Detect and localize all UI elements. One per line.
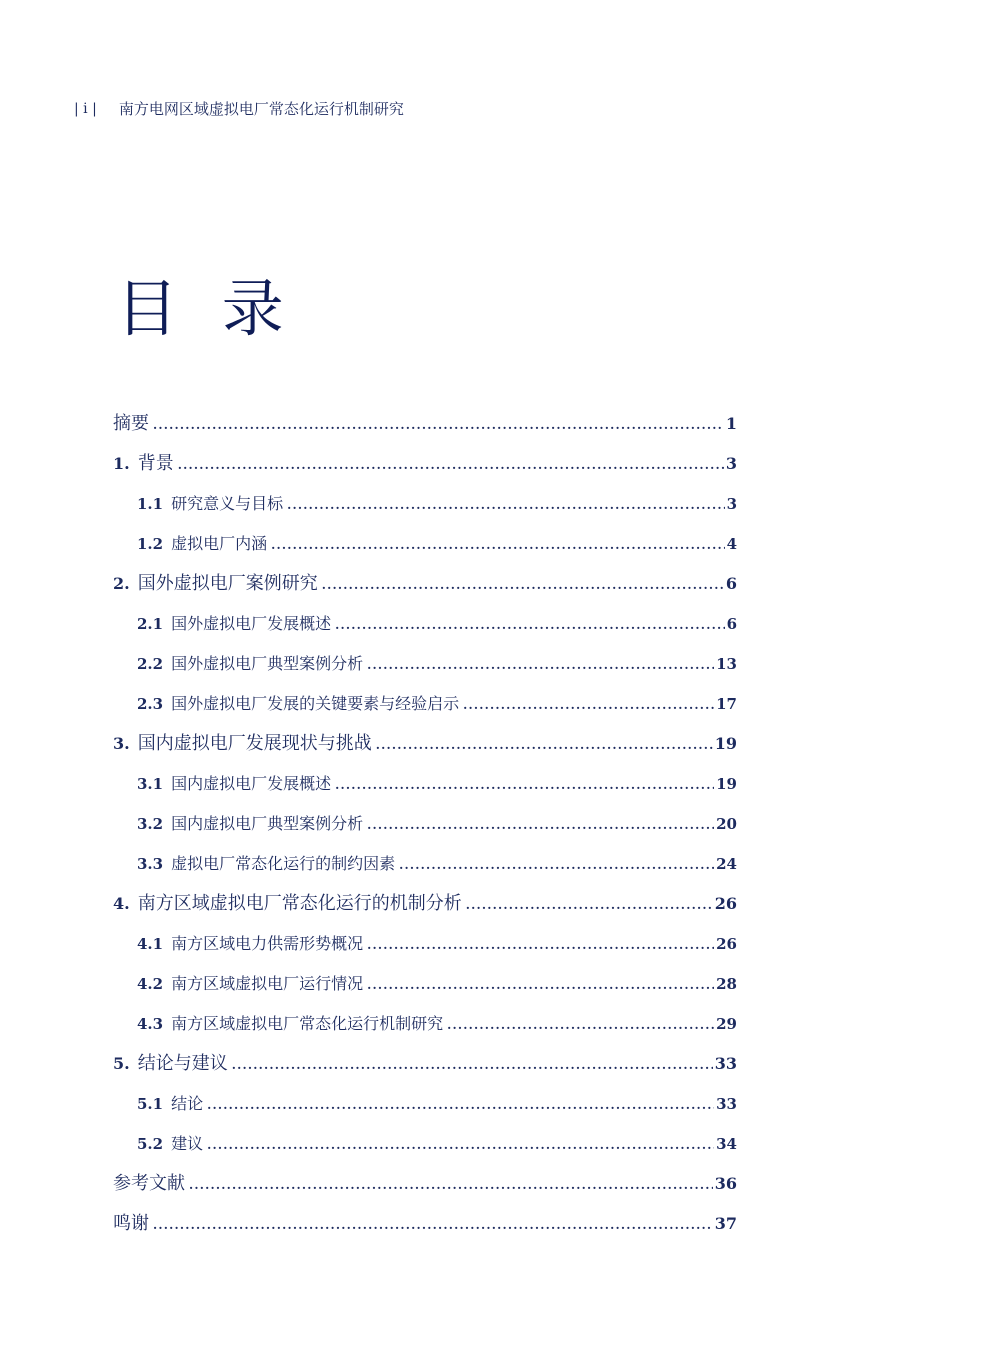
toc-entry-page: 37 bbox=[714, 1214, 737, 1233]
dot-leader bbox=[367, 645, 714, 685]
dot-leader bbox=[207, 1085, 714, 1125]
toc-entry[interactable] bbox=[113, 1164, 737, 1204]
toc-entry-label: 参考文献 bbox=[113, 1173, 185, 1194]
toc-entry-page: 28 bbox=[716, 975, 737, 993]
document-title: 南方电网区域虚拟电厂常态化运行机制研究 bbox=[118, 100, 404, 118]
toc-entry-label: 鸣谢 bbox=[113, 1213, 149, 1234]
toc-entry-label: 国内虚拟电厂发展概述 bbox=[171, 774, 332, 793]
toc-subentry[interactable] bbox=[113, 924, 737, 964]
running-header bbox=[74, 98, 404, 119]
toc-entry-page: 33 bbox=[714, 1054, 737, 1073]
toc-entry-number: 3.1 bbox=[137, 775, 164, 793]
toc-entry-label: 国内虚拟电厂发展现状与挑战 bbox=[137, 733, 372, 754]
toc-entry-page: 3 bbox=[725, 454, 737, 473]
dot-leader bbox=[399, 845, 714, 885]
toc-entry-number: 5.1 bbox=[137, 1095, 164, 1113]
toc-entry-page: 13 bbox=[716, 655, 737, 673]
toc-entry-number: 3.3 bbox=[137, 855, 164, 873]
toc-subentry[interactable] bbox=[113, 684, 737, 724]
toc-entry-page: 6 bbox=[725, 574, 737, 593]
dot-leader bbox=[287, 485, 724, 525]
dot-leader bbox=[335, 765, 714, 805]
toc-entry-number: 1.2 bbox=[137, 535, 164, 553]
toc-subentry[interactable] bbox=[113, 1124, 737, 1164]
toc-entry-label: 背景 bbox=[137, 453, 174, 474]
toc-entry-number: 4.3 bbox=[137, 1015, 164, 1033]
toc-entry-label: 研究意义与目标 bbox=[171, 494, 284, 513]
toc-entry-page: 26 bbox=[714, 894, 737, 913]
toc-entry-page: 19 bbox=[716, 775, 737, 793]
toc-entry-number: 3. bbox=[113, 734, 130, 753]
toc-entry-number: 4.1 bbox=[137, 935, 164, 953]
toc-entry-page: 29 bbox=[716, 1015, 737, 1033]
toc-entry-page: 6 bbox=[726, 615, 737, 633]
toc-entry[interactable] bbox=[113, 404, 737, 444]
toc-entry-label: 结论 bbox=[171, 1094, 204, 1113]
toc-entry-number: 1.1 bbox=[137, 495, 164, 513]
toc-entry-number: 3.2 bbox=[137, 815, 164, 833]
toc-subentry[interactable] bbox=[113, 644, 737, 684]
dot-leader bbox=[322, 565, 724, 605]
toc-entry-label: 南方区域虚拟电厂常态化运行机制研究 bbox=[171, 1014, 444, 1033]
toc-subentry[interactable] bbox=[113, 604, 737, 644]
dot-leader bbox=[367, 965, 714, 1005]
toc-entry-page: 19 bbox=[714, 734, 737, 753]
toc-subentry[interactable] bbox=[113, 964, 737, 1004]
toc-subentry[interactable] bbox=[113, 764, 737, 804]
toc-subentry[interactable] bbox=[113, 1084, 737, 1124]
toc-entry-number: 4.2 bbox=[137, 975, 164, 993]
toc-entry[interactable] bbox=[113, 1204, 737, 1244]
dot-leader bbox=[207, 1125, 714, 1165]
toc-entry-label: 南方区域电力供需形势概况 bbox=[171, 934, 364, 953]
toc-subentry[interactable] bbox=[113, 804, 737, 844]
dot-leader bbox=[232, 1045, 713, 1085]
toc-entry[interactable] bbox=[113, 444, 737, 484]
toc-entry-label: 国内虚拟电厂典型案例分析 bbox=[171, 814, 364, 833]
toc-entry-page: 17 bbox=[716, 695, 737, 713]
toc-entry-label: 国外虚拟电厂案例研究 bbox=[137, 573, 318, 594]
toc-entry-page: 1 bbox=[725, 414, 737, 433]
dot-leader bbox=[367, 805, 714, 845]
toc-entry-number: 5. bbox=[113, 1054, 130, 1073]
toc-entry-number: 1. bbox=[113, 454, 130, 473]
page-number-mark: | i | bbox=[74, 100, 97, 117]
dot-leader bbox=[466, 885, 713, 925]
toc-entry[interactable] bbox=[113, 724, 737, 764]
toc-entry-page: 3 bbox=[726, 495, 737, 513]
dot-leader bbox=[463, 685, 714, 725]
table-of-contents bbox=[113, 404, 737, 1244]
toc-entry-page: 34 bbox=[716, 1135, 737, 1153]
toc-entry-number: 2.2 bbox=[137, 655, 164, 673]
toc-entry-label: 南方区域虚拟电厂常态化运行的机制分析 bbox=[137, 893, 462, 914]
dot-leader bbox=[153, 1205, 713, 1245]
dot-leader bbox=[153, 405, 724, 445]
dot-leader bbox=[447, 1005, 714, 1045]
toc-entry-label: 南方区域虚拟电厂运行情况 bbox=[171, 974, 364, 993]
toc-subentry[interactable] bbox=[113, 484, 737, 524]
toc-entry-label: 摘要 bbox=[113, 413, 149, 434]
toc-entry-label: 虚拟电厂常态化运行的制约因素 bbox=[171, 854, 396, 873]
toc-entry-label: 建议 bbox=[171, 1134, 204, 1153]
dot-leader bbox=[189, 1165, 713, 1205]
toc-entry-label: 结论与建议 bbox=[137, 1053, 228, 1074]
toc-entry-page: 26 bbox=[716, 935, 737, 953]
toc-entry[interactable] bbox=[113, 884, 737, 924]
toc-entry-number: 5.2 bbox=[137, 1135, 164, 1153]
toc-entry-number: 4. bbox=[113, 894, 130, 913]
toc-entry-page: 4 bbox=[726, 535, 737, 553]
dot-leader bbox=[335, 605, 724, 645]
toc-subentry[interactable] bbox=[113, 524, 737, 564]
toc-subentry[interactable] bbox=[113, 844, 737, 884]
toc-entry-label: 国外虚拟电厂发展的关键要素与经验启示 bbox=[171, 694, 460, 713]
toc-entry-label: 虚拟电厂内涵 bbox=[171, 534, 268, 553]
toc-entry-page: 24 bbox=[716, 855, 737, 873]
toc-entry-number: 2.1 bbox=[137, 615, 164, 633]
toc-entry-label: 国外虚拟电厂典型案例分析 bbox=[171, 654, 364, 673]
toc-entry-page: 33 bbox=[716, 1095, 737, 1113]
toc-entry-label: 国外虚拟电厂发展概述 bbox=[171, 614, 332, 633]
toc-entry-number: 2.3 bbox=[137, 695, 164, 713]
toc-entry-page: 20 bbox=[716, 815, 737, 833]
toc-heading: 目 录 bbox=[116, 272, 296, 345]
toc-entry-number: 2. bbox=[113, 574, 130, 593]
dot-leader bbox=[376, 725, 713, 765]
dot-leader bbox=[271, 525, 724, 565]
dot-leader bbox=[367, 925, 714, 965]
dot-leader bbox=[178, 445, 724, 485]
toc-entry[interactable] bbox=[113, 1044, 737, 1084]
toc-entry[interactable] bbox=[113, 564, 737, 604]
toc-entry-page: 36 bbox=[714, 1174, 737, 1193]
toc-subentry[interactable] bbox=[113, 1004, 737, 1044]
